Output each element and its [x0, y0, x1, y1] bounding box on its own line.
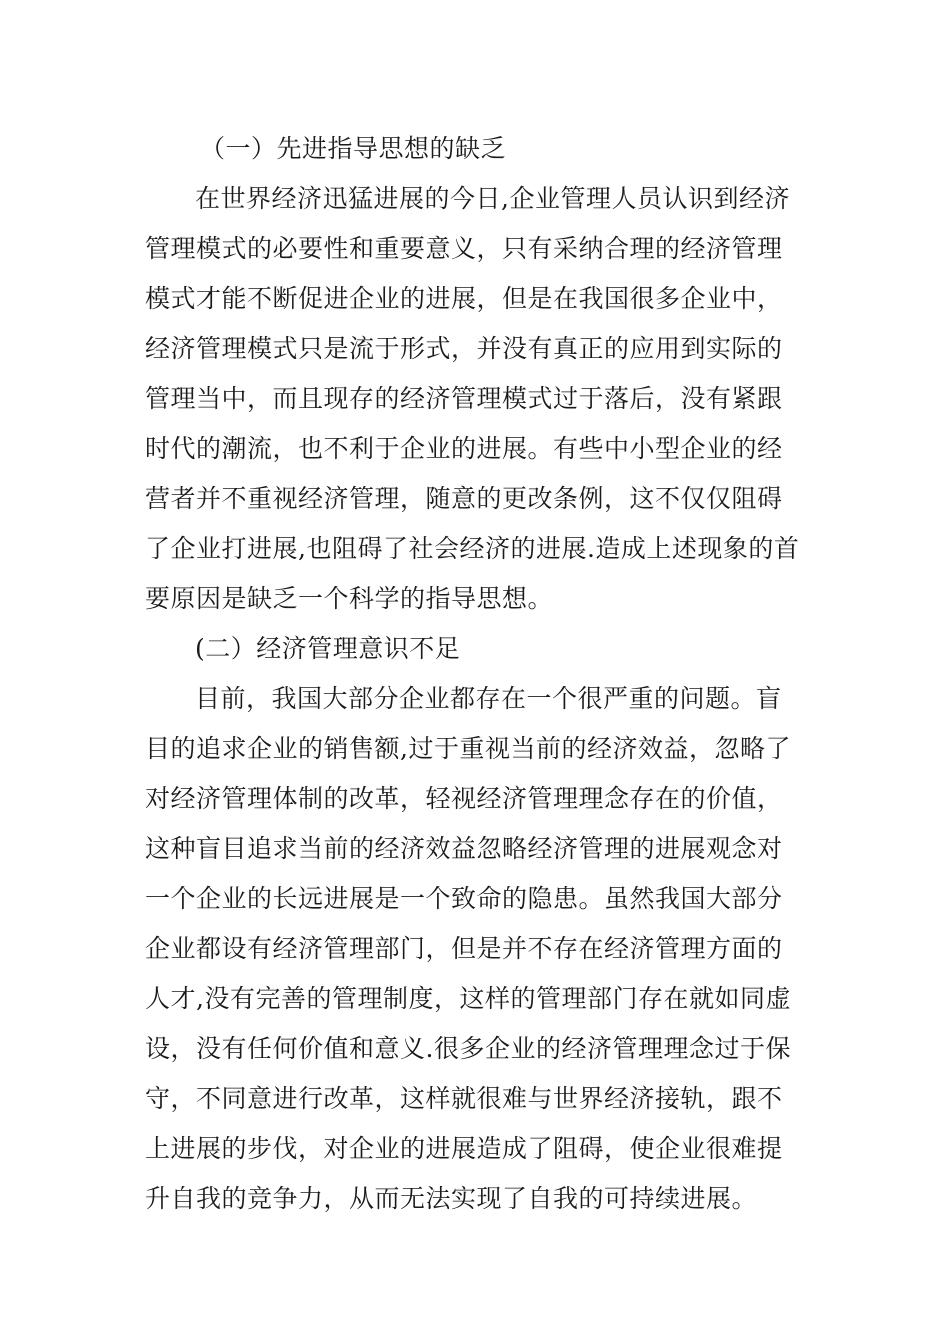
paragraph-1-line-1: 在世界经济迅猛进展的今日,企业管理人员认识到经济	[195, 184, 790, 213]
paragraph-2-line-3: 对经济管理体制的改革，轻视经济管理理念存在的价值，	[145, 784, 783, 813]
paragraph-2-line-4: 这种盲目追求当前的经济效益忽略经济管理的进展观念对	[145, 834, 783, 863]
paragraph-1-line-3: 模式才能不断促进企业的进展，但是在我国很多企业中，	[145, 284, 783, 313]
paragraph-1-line-7: 营者并不重视经济管理，随意的更改条例，这不仅仅阻碍	[145, 484, 783, 513]
section-heading-1: （一）先进指导思想的缺乏	[200, 134, 507, 163]
paragraph-2-line-2: 目的追求企业的销售额,过于重视当前的经济效益，忽略了	[145, 734, 791, 763]
paragraph-1-line-2: 管理模式的必要性和重要意义，只有采纳合理的经济管理	[145, 234, 783, 263]
paragraph-2-line-10: 上进展的步伐，对企业的进展造成了阻碍，使企业很难提	[145, 1134, 783, 1163]
paragraph-2-line-6: 企业都设有经济管理部门，但是并不存在经济管理方面的	[145, 934, 783, 963]
paragraph-2-line-5: 一个企业的长远进展是一个致命的隐患。虽然我国大部分	[145, 884, 783, 913]
paragraph-1-line-6: 时代的潮流，也不利于企业的进展。有些中小型企业的经	[145, 434, 783, 463]
paragraph-2-line-8: 设，没有任何价值和意义.很多企业的经济管理理念过于保	[145, 1034, 791, 1063]
paragraph-1-line-5: 管理当中，而且现存的经济管理模式过于落后，没有紧跟	[145, 384, 783, 413]
section-heading-2: (二）经济管理意识不足	[195, 634, 461, 663]
paragraph-2-line-7: 人才,没有完善的管理制度，这样的管理部门存在就如同虚	[145, 984, 791, 1013]
paragraph-2-line-1: 目前，我国大部分企业都存在一个很严重的问题。盲	[195, 684, 782, 713]
paragraph-2-line-9: 守，不同意进行改革，这样就很难与世界经济接轨，跟不	[145, 1084, 783, 1113]
paragraph-2-line-11: 升自我的竞争力，从而无法实现了自我的可持续进展。	[145, 1184, 758, 1213]
paragraph-1-line-4: 经济管理模式只是流于形式，并没有真正的应用到实际的	[145, 334, 783, 363]
paragraph-1-line-8: 了企业打进展,也阻碍了社会经济的进展.造成上述现象的首	[145, 534, 800, 563]
paragraph-1-line-9: 要原因是缺乏一个科学的指导思想。	[145, 584, 554, 613]
